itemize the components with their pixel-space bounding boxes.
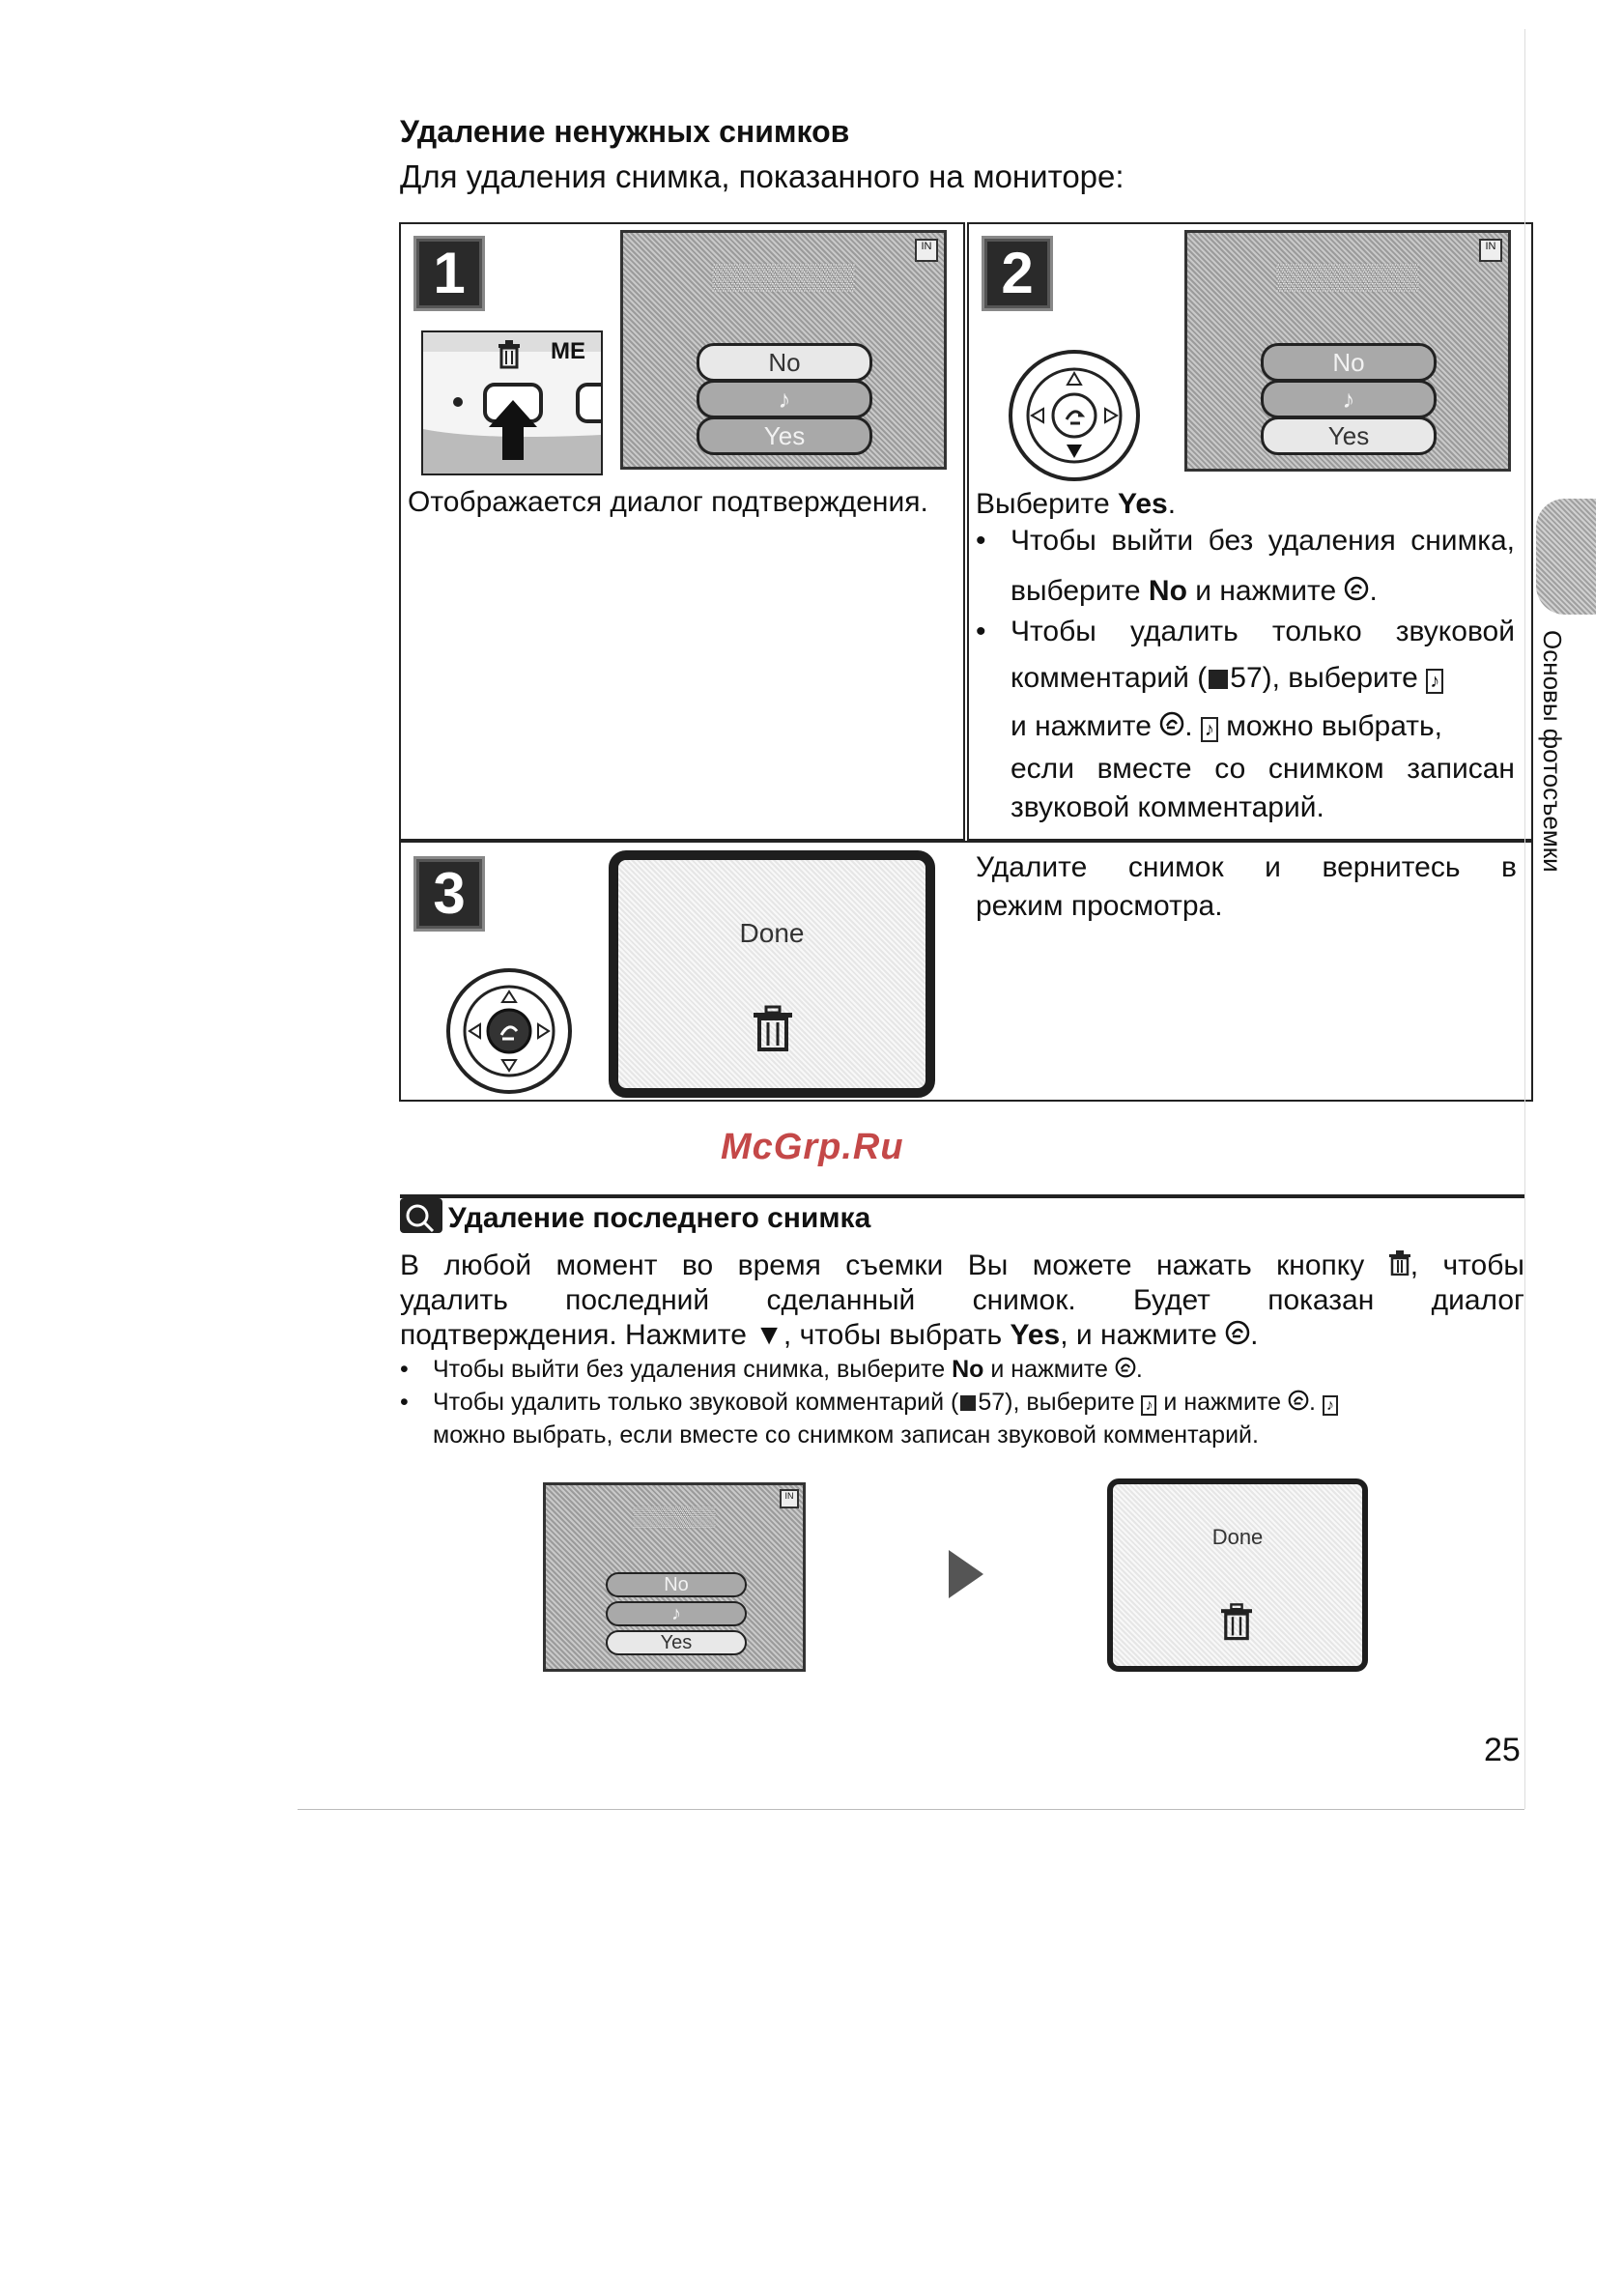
step-2-bullet-1-line-1: Чтобы выйти без удаления снимка, bbox=[1011, 525, 1515, 557]
step-3-caption-line-1: Удалите снимок и вернитесь в bbox=[976, 851, 1517, 883]
done-message: Done bbox=[1211, 1525, 1264, 1549]
scan-edge-line bbox=[298, 1809, 1524, 1810]
option-yes: Yes bbox=[1261, 416, 1437, 455]
scan-edge-line bbox=[1524, 29, 1525, 1809]
step-3-number: 3 bbox=[413, 856, 485, 932]
bullet-dot: • bbox=[400, 1356, 409, 1383]
section-intro: Для удаления снимка, показанного на мониторе: bbox=[400, 158, 1125, 194]
down-arrow-icon: ▼ bbox=[755, 1319, 783, 1351]
card-icon: IN bbox=[780, 1489, 799, 1508]
note-bullet-2-continued: можно выбрать, если вместе со снимком записан звуковой комментарий. bbox=[433, 1421, 1259, 1449]
bullet-dot: • bbox=[976, 525, 986, 557]
ok-button-icon bbox=[1288, 1387, 1309, 1420]
ok-button-icon bbox=[1159, 708, 1184, 747]
trash-icon bbox=[754, 1005, 792, 1056]
note-title: Удаление последнего снимка bbox=[448, 1202, 871, 1234]
bullet-dot: • bbox=[976, 616, 986, 647]
watermark: McGrp.Ru bbox=[721, 1127, 904, 1167]
note-paragraph-line-3: подтверждения. Нажмите ▼, чтобы выбрать Yes, и нажмите . bbox=[400, 1316, 1258, 1356]
section-title: Удаление ненужных снимков bbox=[400, 114, 850, 149]
note-bullet-1: Чтобы выйти без удаления снимка, выберите No и нажмите . bbox=[433, 1353, 1143, 1387]
step-2-caption: Выберите Yes. bbox=[976, 488, 1177, 520]
option-no: No bbox=[1261, 343, 1437, 382]
ok-button-icon bbox=[1344, 573, 1369, 612]
step-2-monitor: ▒▒▒▒▒▒▒▒ IN No ♪ Yes bbox=[1184, 230, 1511, 472]
voice-memo-icon: ♪ bbox=[1323, 1395, 1338, 1416]
chapter-tab bbox=[1536, 499, 1596, 615]
step-3-caption-line-2: режим просмотра. bbox=[976, 890, 1223, 922]
page-number: 25 bbox=[1484, 1732, 1521, 1768]
note-bullet-2: Чтобы удалить только звуковой комментарий ( 57), выберите ♪ и нажмите . ♪ bbox=[433, 1386, 1338, 1422]
multi-selector-down-icon bbox=[1007, 348, 1142, 483]
option-voice: ♪ bbox=[1261, 380, 1437, 418]
voice-memo-icon: ♪ bbox=[1201, 717, 1218, 742]
option-yes: Yes bbox=[697, 416, 872, 455]
chapter-label: Основы фотосъемки bbox=[1538, 630, 1567, 873]
note-icon bbox=[400, 1198, 442, 1233]
step-2-number: 2 bbox=[982, 236, 1053, 311]
step-1-caption: Отображается диалог подтверждения. bbox=[408, 486, 928, 518]
step-2-bullet-2-line-1: Чтобы удалить только звуковой bbox=[1011, 616, 1515, 647]
note-monitor-done bbox=[1107, 1478, 1368, 1672]
step-2-bullet-2-line-4: если вместе со снимком записан bbox=[1011, 753, 1515, 785]
option-yes: Yes bbox=[606, 1630, 747, 1655]
option-no: No bbox=[697, 343, 872, 382]
step-2-bullet-2-line-2: комментарий ( 57), выберите ♪ bbox=[1011, 659, 1515, 701]
multi-selector-ok-icon bbox=[444, 966, 574, 1096]
note-rule bbox=[400, 1194, 1524, 1198]
note-paragraph-line-1: В любой момент во время съемки Вы можете нажать кнопку , чтобы bbox=[400, 1247, 1524, 1286]
bullet-dot: • bbox=[400, 1389, 409, 1416]
done-message: Done bbox=[739, 918, 805, 948]
voice-memo-icon: ♪ bbox=[1141, 1395, 1156, 1416]
step-1-monitor: ▒▒▒▒▒▒▒▒ IN No ♪ Yes bbox=[620, 230, 947, 470]
step-2-bullet-2-line-3: и нажмите . ♪ можно выбрать, bbox=[1011, 707, 1442, 749]
next-arrow-icon bbox=[949, 1550, 983, 1603]
note-paragraph-line-2: удалить последний сделанный снимок. Будет показан диалог bbox=[400, 1284, 1524, 1316]
note-monitor-dialog: ▒▒▒▒▒▒ IN No ♪ Yes bbox=[543, 1482, 806, 1672]
option-no: No bbox=[606, 1572, 747, 1597]
option-voice: ♪ bbox=[697, 380, 872, 418]
step-3-monitor bbox=[609, 850, 935, 1098]
ok-button-icon bbox=[1225, 1317, 1250, 1356]
card-icon: IN bbox=[1479, 239, 1502, 262]
page-ref-icon bbox=[1209, 670, 1228, 689]
option-voice: ♪ bbox=[606, 1601, 747, 1626]
page-ref-icon bbox=[960, 1395, 976, 1411]
step-2-bullet-2-line-5: звуковой комментарий. bbox=[1011, 791, 1324, 823]
trash-icon bbox=[1221, 1602, 1252, 1646]
step-1-number: 1 bbox=[413, 236, 485, 311]
voice-memo-icon: ♪ bbox=[1426, 669, 1443, 694]
step-2-bullet-1-line-2: выберите No и нажмите . bbox=[1011, 572, 1378, 612]
card-icon: IN bbox=[915, 239, 938, 262]
ok-button-icon bbox=[1115, 1354, 1136, 1387]
menu-button-label: ME bbox=[551, 338, 585, 364]
